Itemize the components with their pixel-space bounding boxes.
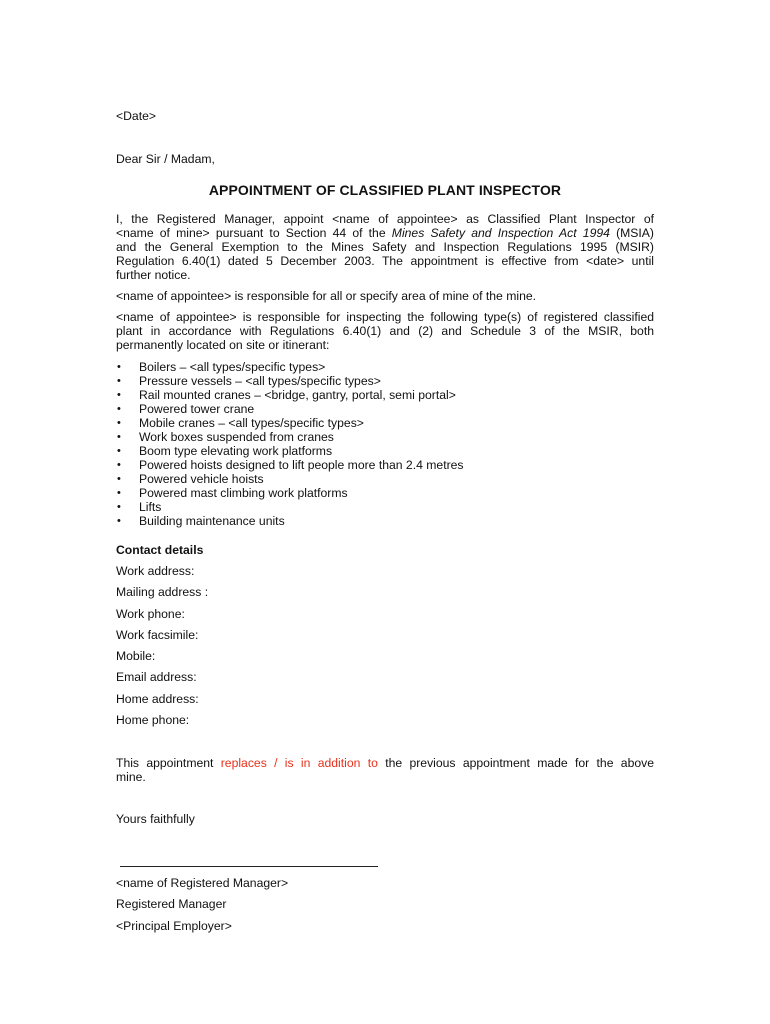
replacement-line-2: mine. [116,770,146,784]
responsibility-paragraph: <name of appointee> is responsible for all or specify area of mine of the mine. [116,289,537,303]
bullet-icon: • [117,487,121,499]
appointment-line-2-pre: <name of mine> pursuant to Section 44 of the [116,226,392,240]
letter-page: <Date> Dear Sir / Madam, APPOINTMENT OF CLASSIFIED PLANT INSPECTOR I, the Registered Manager, appoint <name of appointee> as Classified Plant Inspector of <name of mine> pursuant to Section 44 of the Mines Safety and Inspection Act 1994 (MSIA) and the General Exemption to the Mines Safety and Inspection Regulations 1995 (MSIR) Regulation 6.40(1) dated 5 December 2003. The appointment is effective from <date> until further notice. <name of appointee> is responsible for all or specify area of mine of the mine. <name of appointee> is responsible for inspecting the following type(s) of registered classified plant in accordance with Regulations 6.40(1) and (2) and Schedule 3 of the MSIR, both permanently located on site or itinerant: • Boilers – <all types/specific types> • Pressure vessels – <all types/specific types> • Rail mounted cranes – <bridge, gantry, portal, semi portal> • Powered tower crane • Mobile cranes – <all types/specific types> • Work boxes suspended from cranes • Boom type elevating work platforms • Powered hoists designed to lift people more than 2.4 metres • Powered vehicle hoists • Powered mast climbing work platforms • Lifts • Building maintenance units Contact details Work address: Mailing address : Work phone: Work facsimile: Mobile: Email address: Home address: Home phone: This appointment replaces / is in addition to the previous appointment made for the above mine. Yours faithfully <name of Registered Manager> Registered Manager <Principal Employer> [0,0,770,1024]
principal-employer: <Principal Employer> [116,919,232,933]
date-placeholder: <Date> [116,109,156,123]
act-name: Mines Safety and Inspection Act 1994 [391,226,610,240]
work-phone-label: Work phone: [116,607,185,621]
signature-line [120,866,378,867]
bullet-icon: • [117,403,121,415]
replacement-post: the previous appointment made for the above [377,756,654,770]
replacement-pre: This appointment [116,756,221,770]
appointment-line-5: further notice. [116,268,191,282]
bullet-icon: • [117,445,121,457]
appointment-paragraph [116,212,654,282]
work-facsimile-label: Work facsimile: [116,628,199,642]
bullet-icon: • [117,459,121,471]
replacement-line-1 [116,756,654,770]
appointment-line-3: and the General Exemption to the Mines Safety and Inspection Regulations 1995 (MSIR) [116,240,654,254]
home-phone-label: Home phone: [116,713,190,727]
bullet-icon: • [117,501,121,513]
appointment-line-2 [116,226,654,240]
work-address-label: Work address: [116,564,195,578]
bullet-icon: • [117,431,121,443]
contact-details-heading: Contact details [116,543,204,557]
closing: Yours faithfully [116,812,195,826]
bullet-icon: • [117,515,121,527]
bullet-icon: • [117,417,121,429]
appointment-line-4: Regulation 6.40(1) dated 5 December 2003. The appointment is effective from <date> until [116,254,654,268]
home-address-label: Home address: [116,692,199,706]
appointment-line-2-post: (MSIA) [609,226,654,240]
inspection-line-1: <name of appointee> is responsible for inspecting the following type(s) of registered classified [116,310,654,324]
email-address-label: Email address: [116,670,197,684]
letter-title: APPOINTMENT OF CLASSIFIED PLANT INSPECTOR [208,182,562,198]
bullet-icon: • [117,375,121,387]
mobile-label: Mobile: [116,649,156,663]
registered-manager-name: <name of Registered Manager> [116,876,289,890]
inspection-paragraph [116,310,654,352]
salutation: Dear Sir / Madam, [116,152,215,166]
registered-manager-role: Registered Manager [116,897,227,911]
inspection-line-2: plant in accordance with Regulations 6.40(1) and (2) and Schedule 3 of the MSIR, both [116,324,654,338]
replacement-paragraph [116,756,654,784]
mailing-address-label: Mailing address : [116,585,209,599]
inspection-line-3: permanently located on site or itinerant: [116,338,330,352]
appointment-line-1: I, the Registered Manager, appoint <name of appointee> as Classified Plant Inspector of [116,212,654,226]
bullet-icon: • [117,361,121,373]
bullet-icon: • [117,389,121,401]
bullet-icon: • [117,473,121,485]
replacement-option: replaces / is in addition to [220,756,378,770]
